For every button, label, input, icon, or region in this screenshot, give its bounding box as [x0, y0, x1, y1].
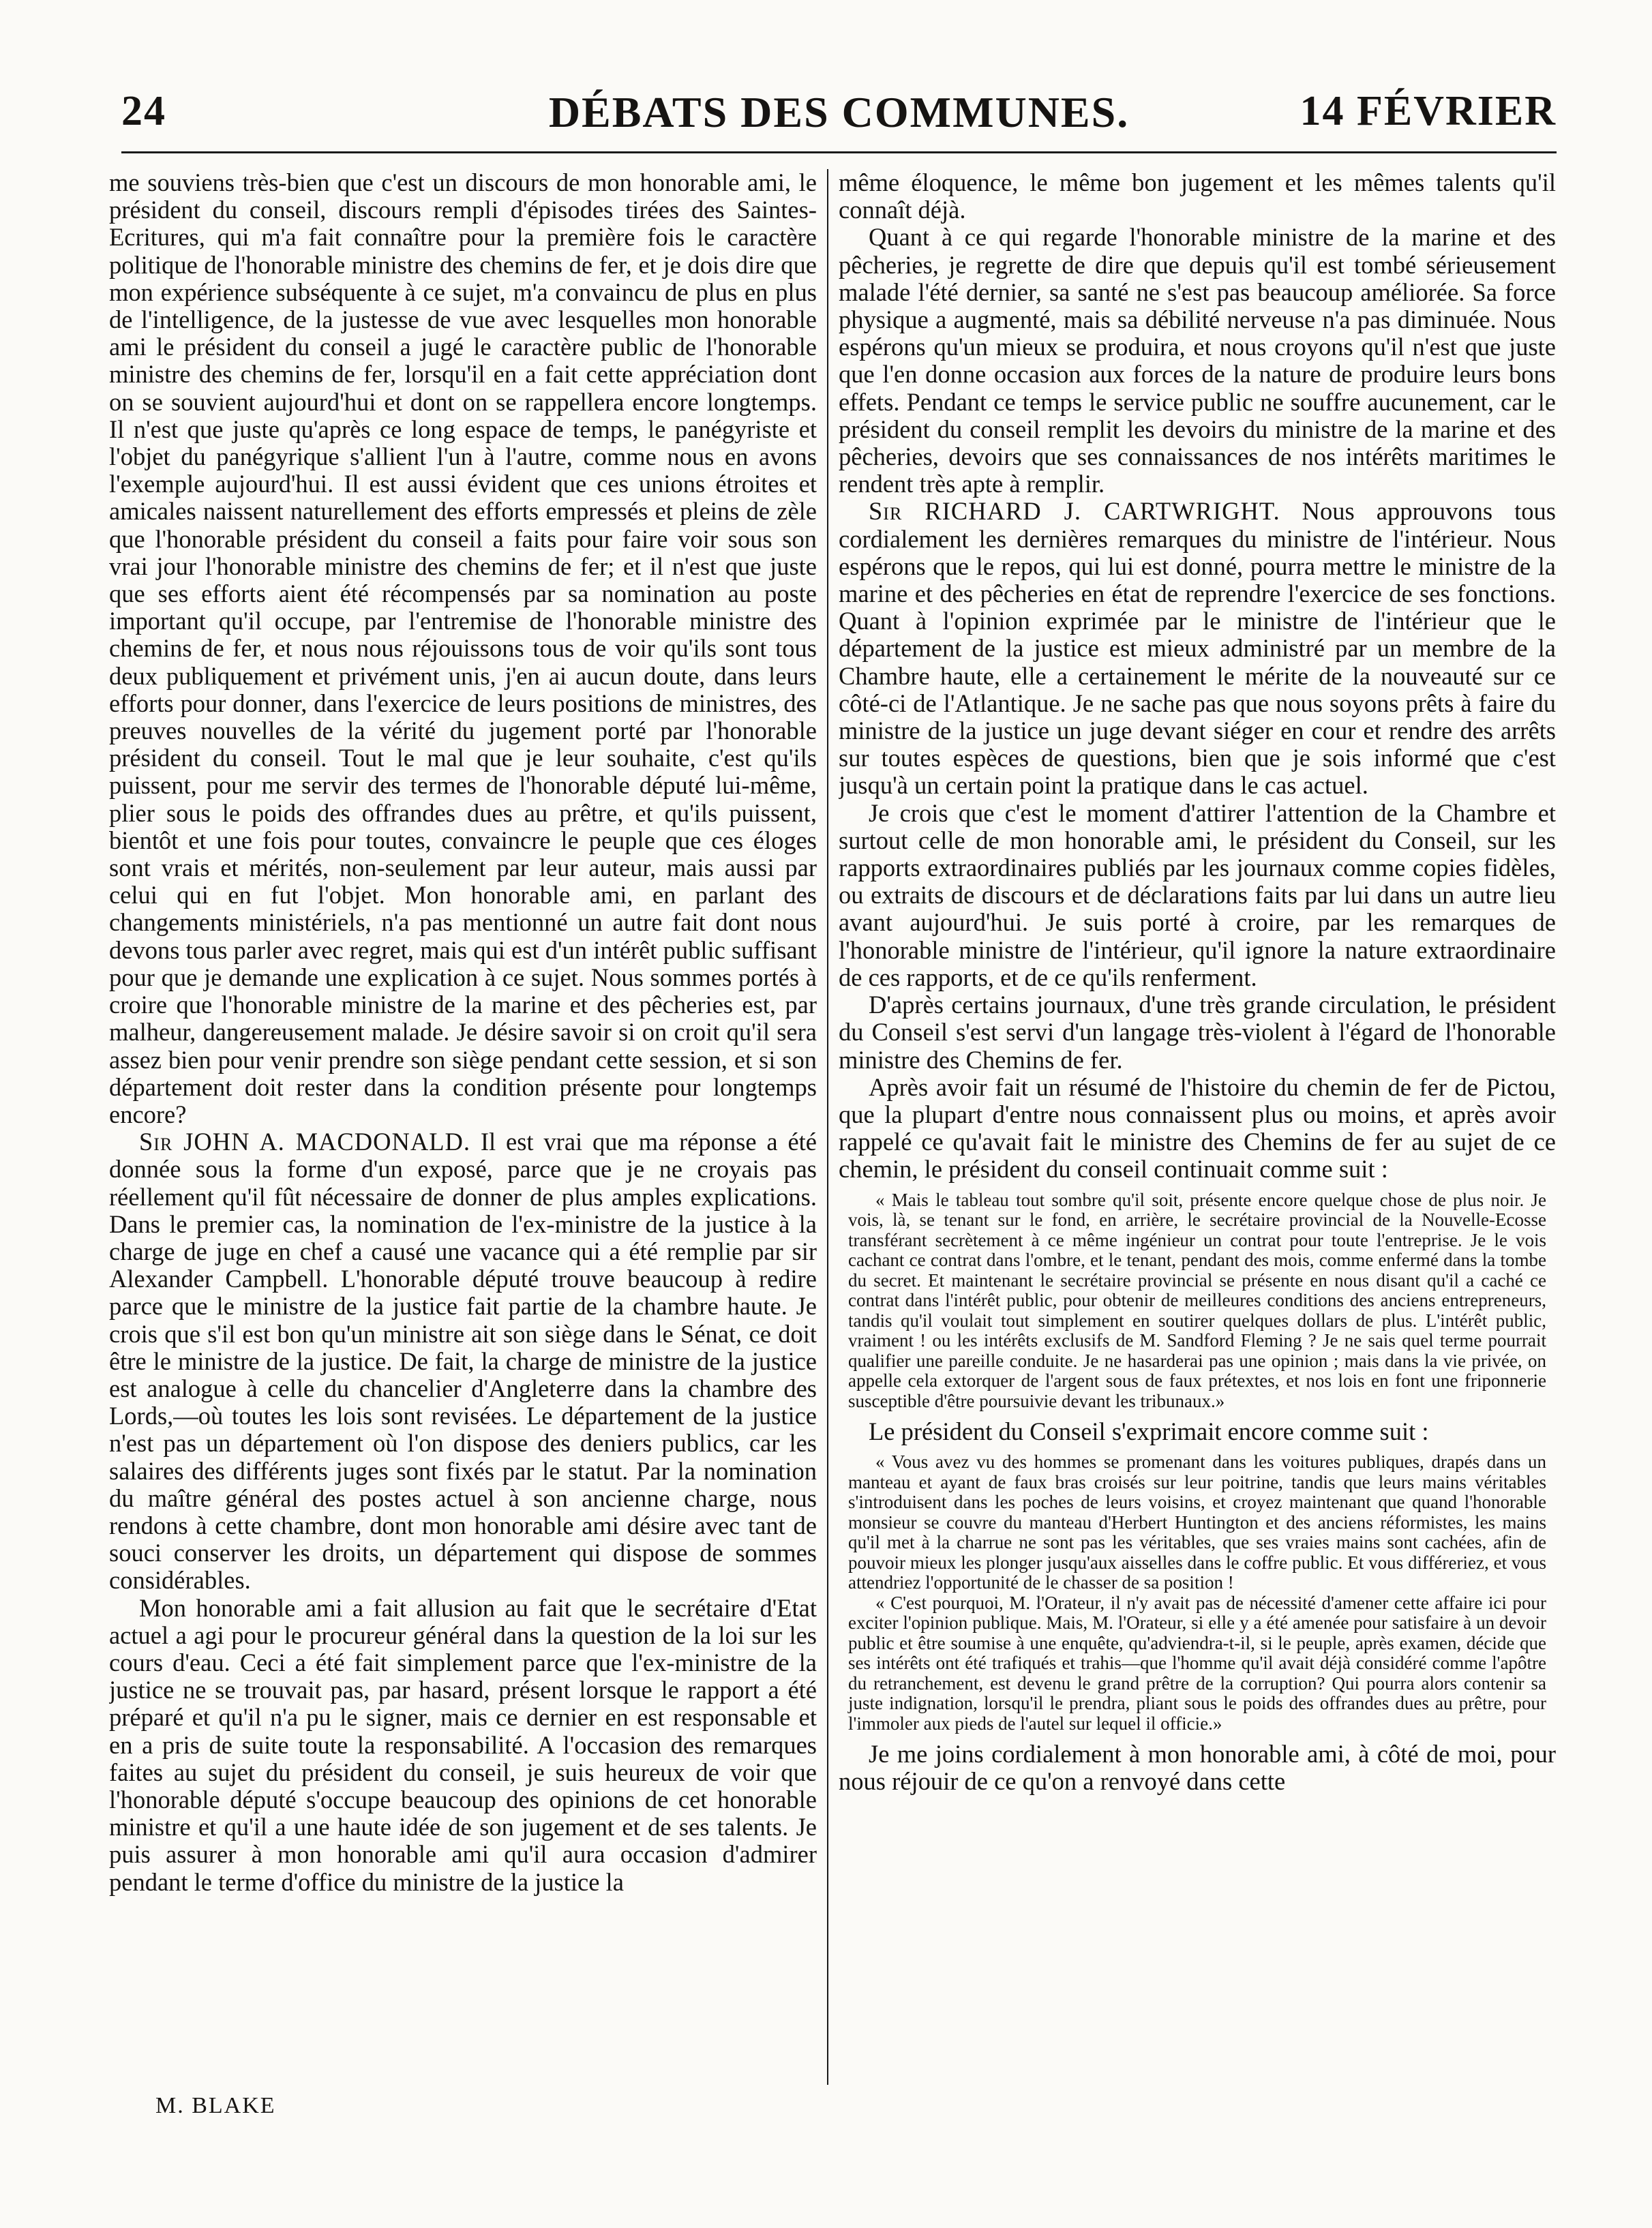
paragraph: Le président du Conseil s'exprimait encore comme suit : [869, 1417, 1429, 1446]
right-column [839, 169, 1556, 2085]
running-title: DÉBATS DES COMMUNES. [548, 88, 1130, 136]
speaker-name: Sir RICHARD J. CARTWRIGHT. [869, 497, 1280, 526]
speaker-name: Sir JOHN A. MACDONALD. [139, 1128, 470, 1156]
speech-text: Nous approuvons tous cordialement les dernières remarques du ministre de l'intérieur. Nous espérons que le repos, qui lui est donné, pourra mettre le ministre de la marine et des pêcheries en état de reprendre l'exercice de ses fonctions. Quant à l'opinion exprimée par le ministre de l'intérieur que le département de la justice est mieux administré par un membre de la Chambre haute, elle a certainement le mérite de la nouveauté sur ce côté-ci de l'Atlantique. Je ne sache pas que nous soyons prêts à faire du ministre de la justice un juge devant siéger en cour et rendre des arrêts sur toutes espèces de questions, bien que je sois informé que c'est jusqu'à un certain point la pratique dans le cas actuel. [839, 497, 1556, 800]
paragraph: Après avoir fait un résumé de l'histoire du chemin de fer de Pictou, que la plupart d'entre nous connaissent plus ou moins, et après avoir rappelé ce qu'avait fait le ministre des Chemins de fer au sujet de ce chemin, le président du conseil continuait comme suit : [839, 1072, 1556, 1184]
left-column [109, 169, 817, 2085]
footer-signature: M. BLAKE [155, 2093, 276, 2118]
page-date: 14 FÉVRIER [1300, 88, 1557, 134]
paragraph-macdonald [109, 1128, 817, 1594]
column-divider [827, 169, 828, 2085]
block-quote [839, 1190, 1556, 1412]
quote-text: « C'est pourquoi, M. l'Orateur, il n'y avait pas de nécessité d'amener cette affaire ici pour exciter l'opinion publique. Mais, M. l'Orateur, si elle y a été amenée pour satisfaire à un devoir public et être soumise à une enquête, qu'adviendra-t-il, si le peuple, après examen, décide que ses intérêts ont été trafiqués et trahis—que l'homme qu'il avait déjà considéré comme l'apôtre du retranchement, est devenu le grand prêtre de la corruption? Qui pourra alors contenir sa juste indignation, lorsqu'il le prendra, pliant sous le poids des offrandes dues au prêtre, pour l'immoler aux pieds de l'autel sur lequel il officie.» [848, 1592, 1546, 1734]
paragraph: Quant à ce qui regarde l'honorable ministre de la marine et des pêcheries, je regrette de dire que depuis qu'il est tombé sérieusement malade l'été dernier, sa santé ne s'est pas beaucoup améliorée. Sa force physique a augmenté, mais sa débilité nerveuse n'a pas diminuée. Nous espérons qu'un mieux se produira, et nous croyons qu'il n'est que juste que l'en donne occasion aux forces de la nature de produire leurs bons effets. Pendant ce temps le service public ne souffre aucunement, car le président du conseil remplit les devoirs du ministre de la marine et des pêcheries, devoirs que ses connaissances de nos intérêts maritimes le rendent très apte à remplir. [839, 223, 1556, 498]
quote-text: « Mais le tableau tout sombre qu'il soit, présente encore quelque chose de plus noir. Je vois, là, se tenant sur le fond, en arrière, le secrétaire provincial de la Nouvelle-Ecosse transférant secrètement à ce même ingénieur un contrat pour toute l'entreprise. Je le vois cachant ce contrat dans l'ombre, et le tenant, pendant des mois, comme enfermé dans la tombe du secret. Et maintenant le secrétaire provincial se présente en nous disant qu'il a caché ce contrat dans l'intérêt public, pour obtenir de meilleures conditions des anciens entrepreneurs, tandis qu'il voulait tout simplement en soutirer quelques dollars de plus. L'intérêt public, vraiment ! ou les intérêts exclusifs de M. Sandford Fleming ? Je ne sais quel terme pourrait qualifier une pareille conduite. Je ne hasarderai pas une opinion ; mais dans la vie privée, on appelle cela extorquer de l'argent sous de faux prétextes, et nos lois en font une friponnerie susceptible d'être poursuivie devant les tribunaux.» [848, 1189, 1546, 1411]
quote-text: « Vous avez vu des hommes se promenant dans les voitures publiques, drapés dans un manteau et ayant de faux bras croisés sur leur poitrine, tandis que leurs mains véritables s'introduisent dans les poches de leurs voisins, et croyez maintenant que quand l'honorable monsieur se couvre du manteau d'Herbert Huntington et des anciens réformistes, les mains qu'il met à la charrue ne sont pas les véritables, que ses vraies mains sont cachées, afin de pouvoir mieux les plonger jusqu'aux aisselles dans le coffre public. Et vous différeriez, et vous attendriez l'opportunité de le chasser de sa position ! [848, 1451, 1546, 1593]
paragraph: Je crois que c'est le moment d'attirer l'attention de la Chambre et surtout celle de mon honorable ami, le président du Conseil, sur les rapports extraordinaires publiés par les journaux comme copies fidèles, ou extraits de discours et de déclarations faits par lui dans un autre lieu avant aujourd'hui. Je suis porté à croire, par les remarques de l'honorable ministre de l'intérieur, qu'il ignore la nature extraordinaire de ces rapports, et de ce qu'ils renferment. [839, 798, 1556, 991]
page-header [121, 87, 1557, 142]
paragraph: même éloquence, le même bon jugement et les mêmes talents qu'il connaît déjà. [839, 169, 1556, 224]
paragraph: Je me joins cordialement à mon honorable ami, à côté de moi, pour nous réjouir de ce qu'on a renvoyé dans cette [839, 1740, 1556, 1796]
speech-text: Il est vrai que ma réponse a été donnée sous la forme d'un exposé, parce que je ne croyais pas réellement qu'il fût nécessaire de donner de plus amples explications. Dans le premier cas, la nomination de l'ex-ministre de la justice à la charge de juge en chef a causé une vacance qui a été remplie par sir Alexander Campbell. L'honorable député trouve beaucoup à redire parce que le ministre de la justice fait partie de la chambre haute. Je crois que s'il est bon qu'un ministre ait son siège dans le Sénat, ce doit être le ministre de la justice. De fait, la charge de ministre de la justice est analogue à celle du chancelier d'Angleterre dans la chambre des Lords,—où toutes les lois sont revisées. Le département de la justice n'est pas un département où l'on dispose des deniers publics, car les salaires des différents juges sont fixés par le statut. Par la nomination du maître général des postes actuel à son ancienne charge, nous rendons à cette chambre, dont mon honorable ami désire avec tant de souci conserver les droits, un département qui dispose de sommes considérables. [109, 1128, 817, 1595]
paragraph-cartwright [839, 498, 1556, 799]
page-number: 24 [121, 88, 166, 134]
block-quote [839, 1452, 1556, 1734]
paragraph: me souviens très-bien que c'est un discours de mon honorable ami, le président du conseil, discours rempli d'épisodes tirées des Saintes-Ecritures, qui m'a fait connaître pour la première fois le caractère politique de l'honorable ministre des chemins de fer, et je dois dire que mon expérience subséquente à ce sujet, m'a convaincu de plus en plus de l'intelligence, de la justesse de vue avec lesquelles mon honorable ami le président du conseil a jugé le caractère public de l'honorable ministre des chemins de fer, lorsqu'il en a fait cette appréciation dont on se souvient aujourd'hui et dont on se rappellera encore longtemps. Il n'est que juste qu'après ce long espace de temps, le panégyriste et l'objet du panégyrique s'allient l'un à l'autre, comme nous en avons l'exemple aujourd'hui. Il est aussi évident que ces unions étroites et amicales naissent naturellement des efforts empressés et pleins de zèle que l'honorable président du conseil a faits pour faire voir sous son vrai jour l'honorable ministre des chemins de fer; et il n'est que juste que ses efforts aient été récompensés par sa nomination au poste important qu'il occupe, par l'entremise de l'honorable ministre des chemins de fer, et nous nous réjouissons tous de voir qu'ils sont tous deux publiquement et privément unis, j'en ai aucun doute, dans leurs efforts pour donner, dans l'exercice de leurs positions de ministres, des preuves nouvelles de la vérité du jugement porté par l'honorable président du conseil. Tout le mal que je leur souhaite, c'est qu'ils puissent, pour me servir des termes de l'honorable député lui-même, plier sous le poids des offrandes dues au prêtre, et qu'ils puissent, bientôt et une fois pour toutes, convaincre le peuple que ces éloges sont vrais et mérités, non-seulement par leur auteur, mais aussi par celui qui en fut l'objet. Mon honorable ami, en parlant des changements ministériels, n'a pas mentionné un autre fait dont nous devons tous parler avec regret, mais qui est d'un intérêt public suffisant pour que je demande une explication à ce sujet. Nous sommes portés à croire que l'honorable ministre de la marine et des pêcheries est, par malheur, dangereusement malade. Je désire savoir si on croit qu'il sera assez bien pour venir prendre son siège pendant cette session, et si son département doit rester dans la condition présente pour longtemps encore? [109, 169, 817, 1128]
paragraph: Mon honorable ami a fait allusion au fait que le secrétaire d'Etat actuel a agi pour le procureur général dans la question de la loi sur les cours d'eau. Ceci a été fait simplement parce que l'ex-ministre de la justice ne se trouvait pas, par hasard, présent lorsque le rapport a été préparé et qu'il n'a pu le signer, mais ce dernier en est responsable et en a pris de suite toute la responsabilité. A l'occasion des remarques faites au sujet du président du conseil, je suis heureux de voir que l'honorable député s'occupe beaucoup des opinions de cet honorable ministre et qu'il a une haute idée de son jugement et de ses talents. Je puis assurer à mon honorable ami qu'il aura occasion d'admirer pendant le terme d'office du ministre de la justice la [109, 1593, 817, 1896]
header-rule [121, 151, 1557, 153]
paragraph: D'après certains journaux, d'une très grande circulation, le président du Conseil s'est servi d'un langage très-violent à l'égard de l'honorable ministre des Chemins de fer. [839, 991, 1556, 1074]
